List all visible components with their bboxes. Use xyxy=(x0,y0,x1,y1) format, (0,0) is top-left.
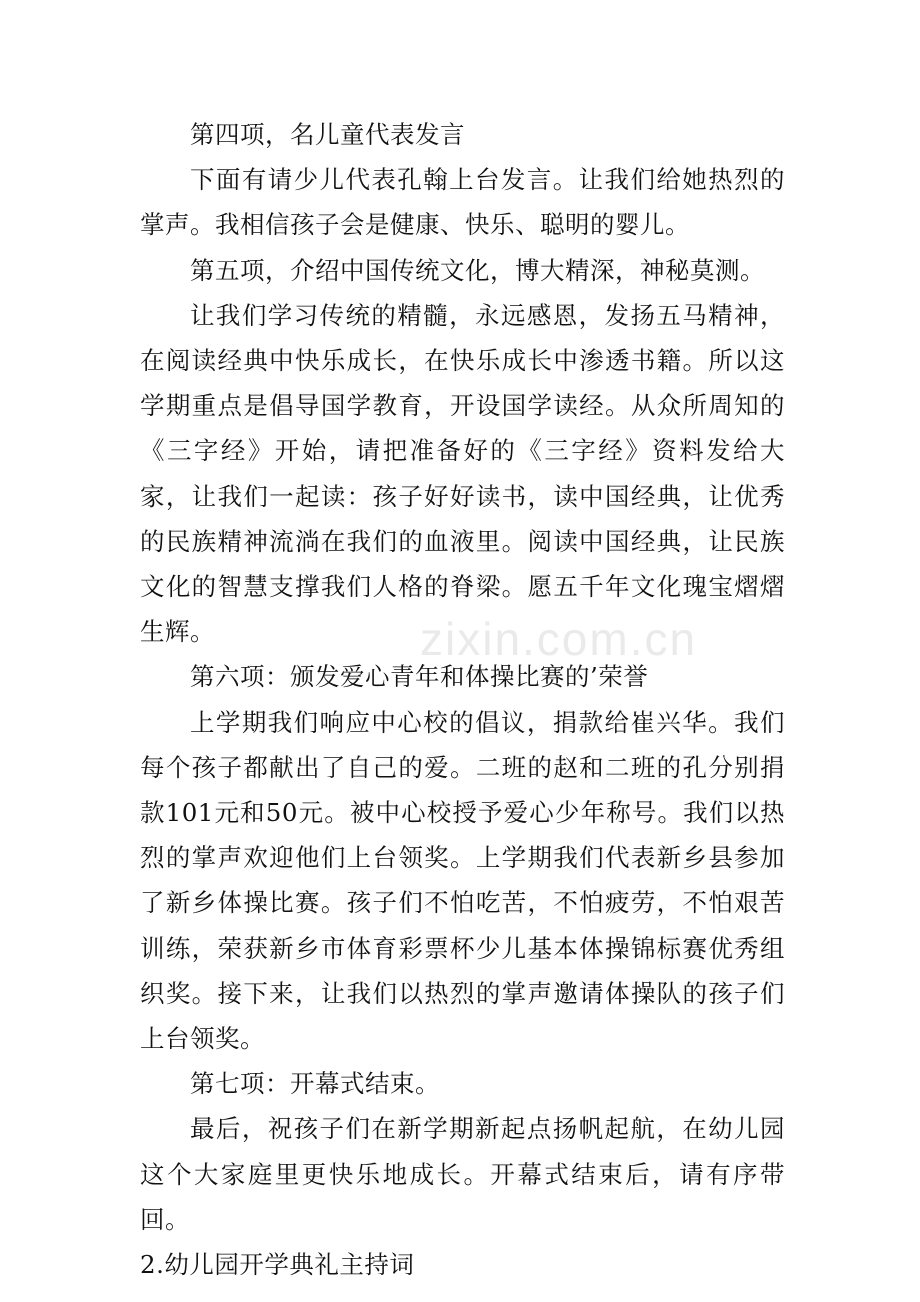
document-body xyxy=(140,112,785,1287)
section-heading: 2.幼儿园开学典礼主持词 xyxy=(140,1250,415,1280)
watermark-text: zixin.com.cn xyxy=(420,613,698,665)
paragraph-child-speech: 下面有请少儿代表孔翰上台发言。让我们给她热烈的掌声。我相信孩子会是健康、快乐、聪明的婴儿。 xyxy=(140,165,785,240)
paragraph-traditional-culture: 让我们学习传统的精髓，永远感恩，发扬五马精神，在阅读经典中快乐成长，在快乐成长中渗透书籍。所以这学期重点是倡导国学教育，开设国学读经。从众所周知的《三字经》开始，请把准备好的《三字经》资料发给大家，让我们一起读：孩子好好读书，读中国经典，让优秀的民族精神流淌在我们的血液里。阅读中国经典，让民族文化的智慧支撑我们人格的脊梁。愿五千年文化瑰宝熠熠生辉。 xyxy=(140,300,785,647)
paragraph-closing: 最后，祝孩子们在新学期新起点扬帆起航，在幼儿园这个大家庭里更快乐地成长。开幕式结束后，请有序带回。 xyxy=(140,1114,785,1234)
paragraph-awards: 上学期我们响应中心校的倡议，捐款给崔兴华。我们每个孩子都献出了自己的爱。二班的赵和二班的孔分别捐款101元和50元。被中心校授予爱心少年称号。我们以热烈的掌声欢迎他们上台领奖。上学期我们代表新乡县参加了新乡体操比赛。孩子们不怕吃苦，不怕疲劳，不怕艰苦训练，荣获新乡市体育彩票杯少儿基本体操锦标赛优秀组织奖。接下来，让我们以热烈的掌声邀请体操队的孩子们上台领奖。 xyxy=(140,707,785,1054)
paragraph-item-7-heading: 第七项：开幕式结束。 xyxy=(190,1069,440,1099)
paragraph-item-4-heading: 第四项，名儿童代表发言 xyxy=(190,120,465,149)
paragraph-item-6-heading: 第六项：颁发爱心青年和体操比赛的’荣誉 xyxy=(190,662,649,692)
paragraph-item-5-heading: 第五项，介绍中国传统文化，博大精深，神秘莫测。 xyxy=(190,255,765,285)
